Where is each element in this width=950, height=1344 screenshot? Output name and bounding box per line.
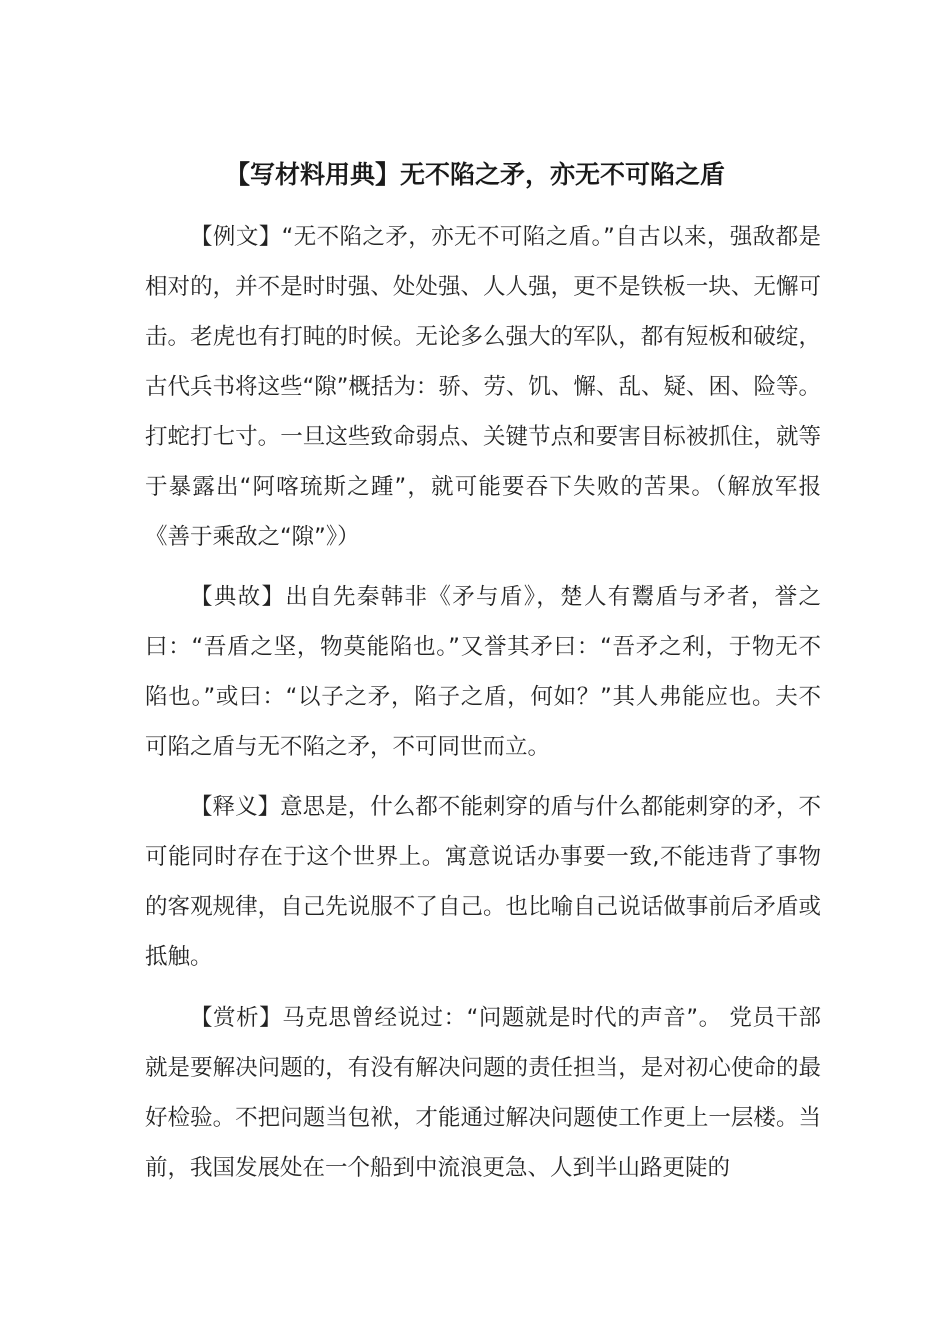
paragraph-allusion: 【典故】出自先秦韩非《矛与盾》，楚人有鬻盾与矛者，誉之曰：“吾盾之坚，物莫能陷也。”又誉其矛曰：“吾矛之利，于物无不陷也。”或曰：“以子之矛，陷子之盾，何如？”其人弗能应也。夫不可陷之盾与无不陷之矛，不可同世而立。 <box>145 584 821 760</box>
document-title: 【写材料用典】无不陷之矛，亦无不可陷之盾 <box>224 160 725 189</box>
paragraph-appreciation: 【赏析】马克思曾经说过：“问题就是时代的声音”。 党员干部就是要解决问题的，有没有解决问题的责任担当，是对初心使命的最好检验。不把问题当包袱，才能通过解决问题使工作更上一层楼。当前，我国发展处在一个船到中流浪更急、人到半山路更陡的 <box>145 1005 821 1181</box>
paragraph-example: 【例文】“无不陷之矛，亦无不可陷之盾。”自古以来，强敌都是相对的，并不是时时强、处处强、人人强，更不是铁板一块、无懈可击。老虎也有打盹的时候。无论多么强大的军队，都有短板和破绽，古代兵书将这些“隙”概括为：骄、劳、饥、懈、乱、疑、困、险等。打蛇打七寸。一旦这些致命弱点、关键节点和要害目标被抓住，就等于暴露出“阿喀琉斯之踵”，就可能要吞下失败的苦果。（解放军报《善于乘敌之“隙”》） <box>145 224 821 550</box>
paragraph-meaning: 【释义】意思是，什么都不能刺穿的盾与什么都能刺穿的矛，不可能同时存在于这个世界上。寓意说话办事要一致,不能违背了事物的客观规律，自己先说服不了自己。也比喻自己说话做事前后矛盾或抵触。 <box>145 794 821 970</box>
